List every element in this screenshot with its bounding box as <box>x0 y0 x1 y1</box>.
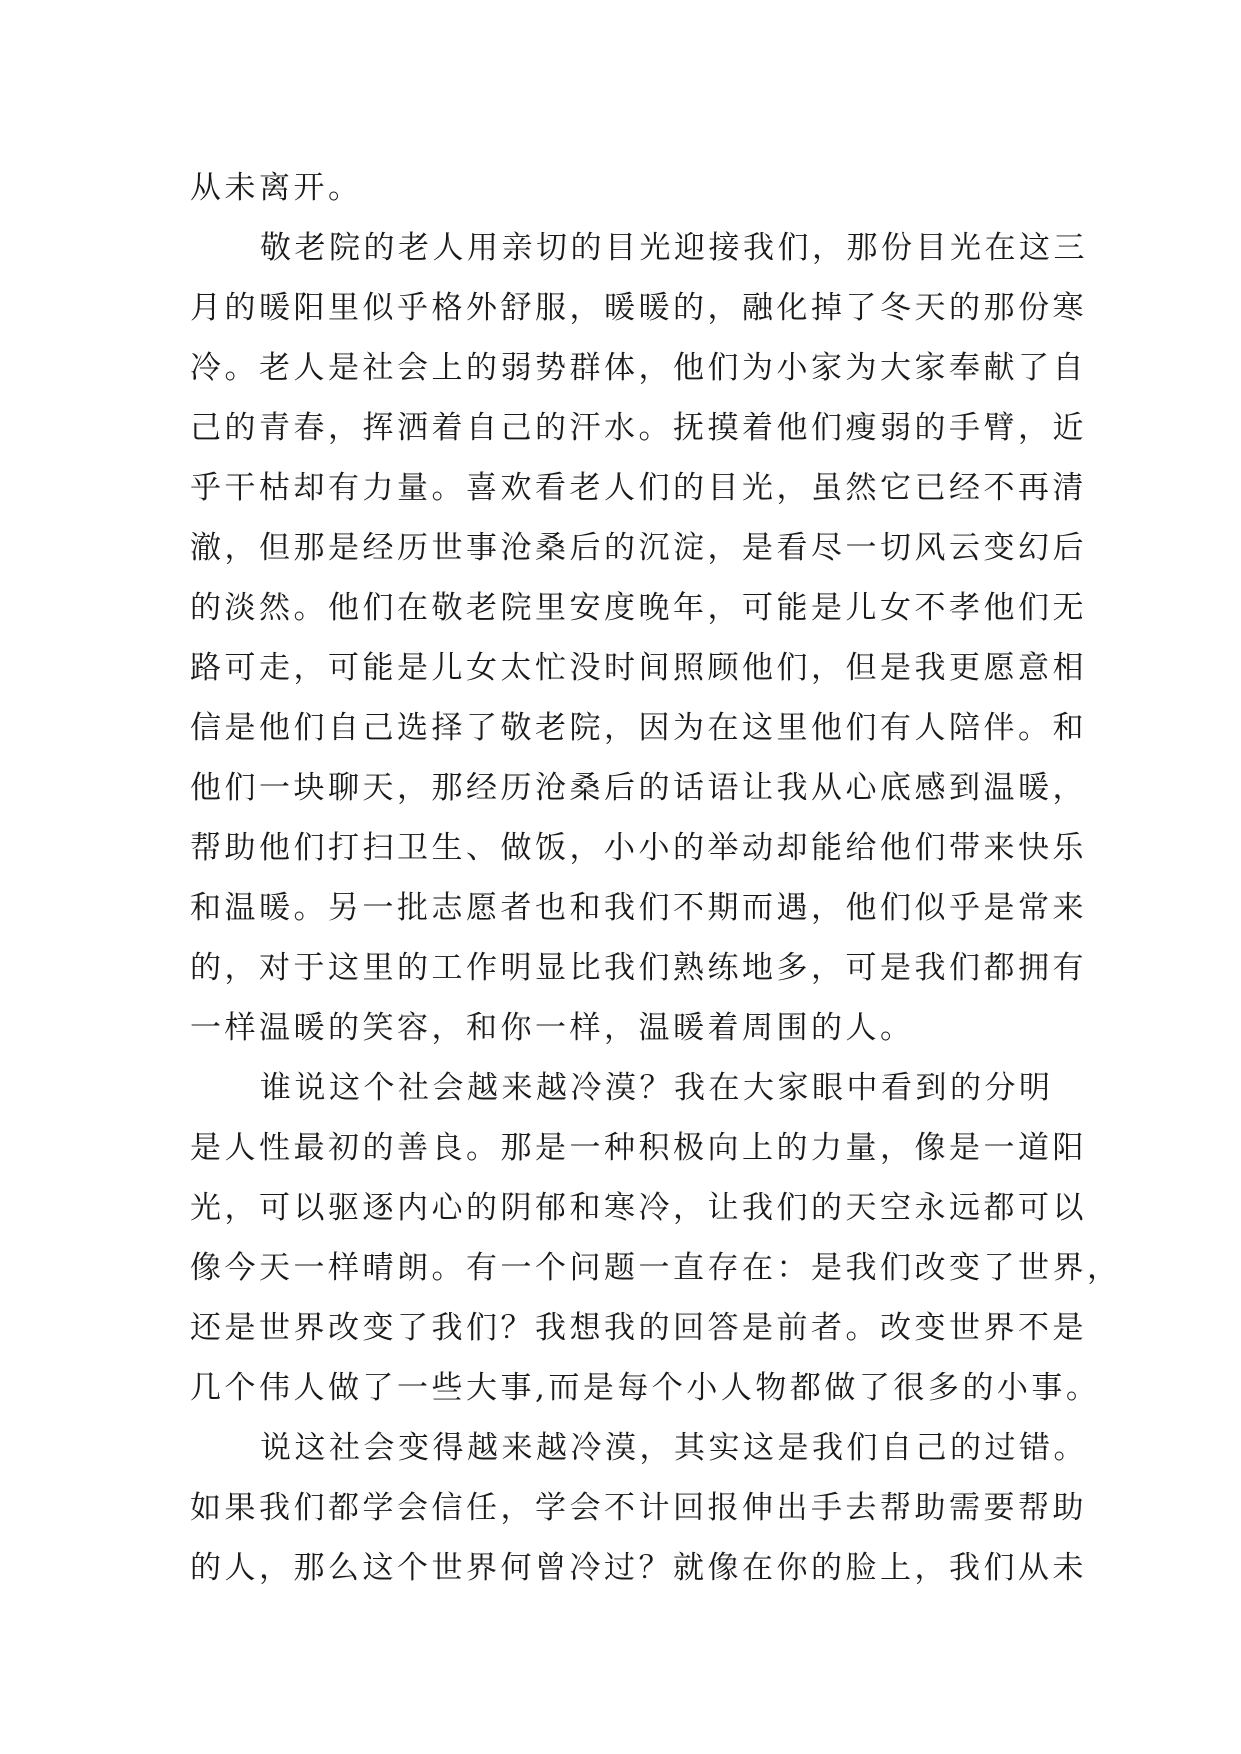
paragraph-first-line: 敬老院的老人用亲切的目光迎接我们，那份目光在这三 <box>260 230 1088 266</box>
text-line: 的，对于这里的工作明显比我们熟练地多，可是我们都拥有 <box>190 950 1087 986</box>
text-line: 像今天一样晴朗。有一个问题一直存在：是我们改变了世界， <box>190 1250 1122 1286</box>
text-line: 光，可以驱逐内心的阴郁和寒冷，让我们的天空永远都可以 <box>190 1190 1087 1226</box>
text-line: 冷。老人是社会上的弱势群体，他们为小家为大家奉献了自 <box>190 350 1087 386</box>
text-line: 帮助他们打扫卫生、做饭，小小的举动却能给他们带来快乐 <box>190 830 1087 866</box>
text-line: 澈，但那是经历世事沧桑后的沉淀，是看尽一切风云变幻后 <box>190 530 1087 566</box>
text-line: 和温暖。另一批志愿者也和我们不期而遇，他们似乎是常来 <box>190 890 1087 926</box>
text-line: 路可走，可能是儿女太忙没时间照顾他们，但是我更愿意相 <box>190 650 1087 686</box>
text-line: 几个伟人做了一些大事,而是每个小人物都做了很多的小事。 <box>190 1370 1101 1406</box>
text-line: 月的暖阳里似乎格外舒服，暖暖的，融化掉了冬天的那份寒 <box>190 290 1087 326</box>
text-line: 乎干枯却有力量。喜欢看老人们的目光，虽然它已经不再清 <box>190 470 1087 506</box>
text-line: 己的青春，挥洒着自己的汗水。抚摸着他们瘦弱的手臂，近 <box>190 410 1087 446</box>
body-text <box>190 158 1122 1598</box>
text-line: 的淡然。他们在敬老院里安度晚年，可能是儿女不孝他们无 <box>190 590 1087 626</box>
text-line: 他们一块聊天，那经历沧桑后的话语让我从心底感到温暖， <box>190 770 1087 806</box>
text-line: 还是世界改变了我们？我想我的回答是前者。改变世界不是 <box>190 1310 1087 1346</box>
text-line: 从未离开。 <box>190 170 363 206</box>
text-line: 一样温暖的笑容，和你一样，温暖着周围的人。 <box>190 1010 915 1046</box>
paragraph-first-line: 谁说这个社会越来越冷漠？我在大家眼中看到的分明 <box>260 1070 1054 1106</box>
text-line: 信是他们自己选择了敬老院，因为在这里他们有人陪伴。和 <box>190 710 1087 746</box>
paragraph-first-line: 说这社会变得越来越冷漠，其实这是我们自己的过错。 <box>260 1430 1088 1466</box>
text-line: 如果我们都学会信任，学会不计回报伸出手去帮助需要帮助 <box>190 1490 1087 1526</box>
text-line: 的人，那么这个世界何曾冷过？就像在你的脸上，我们从未 <box>190 1550 1087 1586</box>
text-line: 是人性最初的善良。那是一种积极向上的力量，像是一道阳 <box>190 1130 1087 1166</box>
